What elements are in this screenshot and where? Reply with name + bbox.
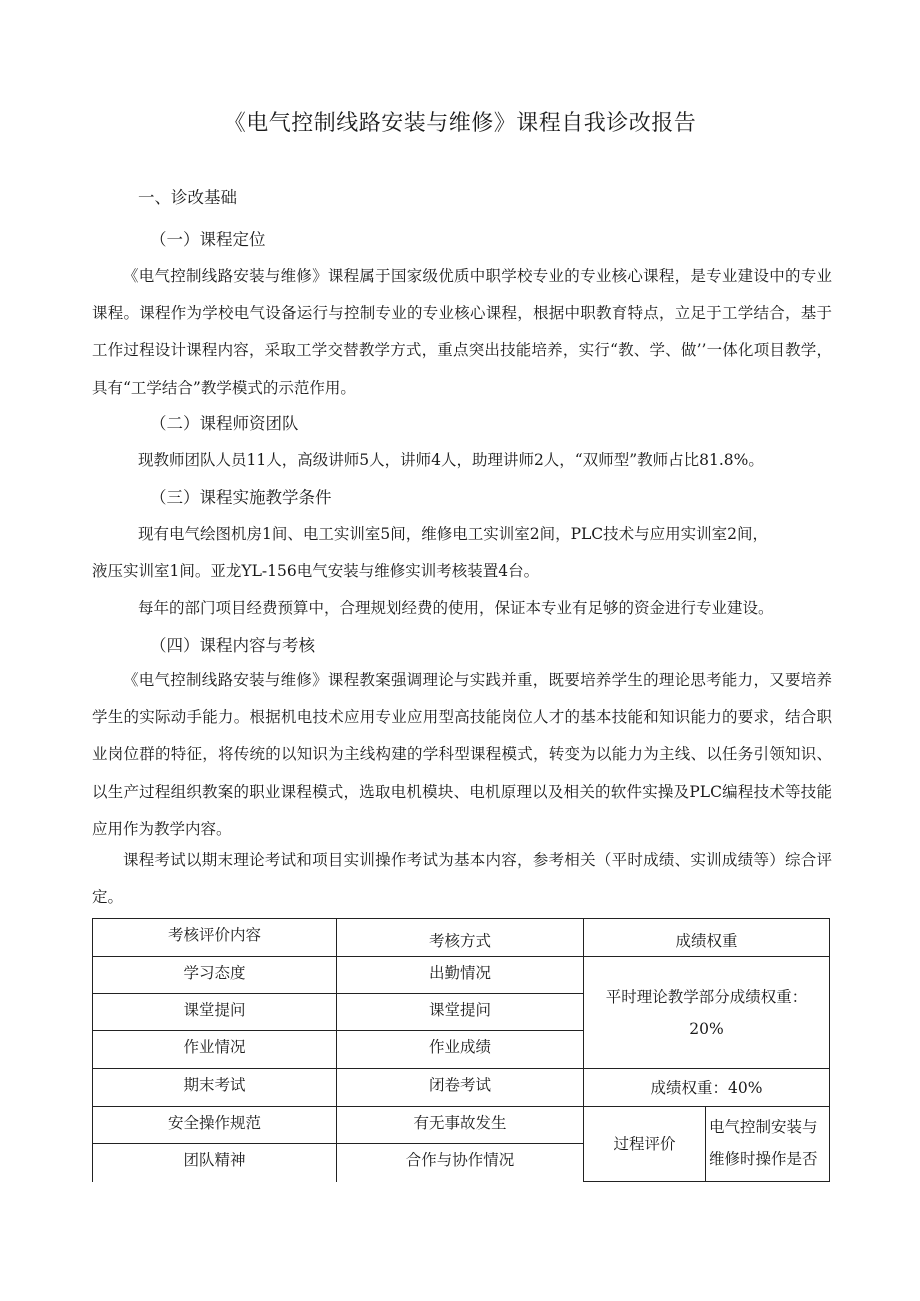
cell-method: 有无事故发生: [337, 1107, 584, 1144]
cell-content: 作业情况: [93, 1031, 337, 1069]
paragraph-exam-overview: 课程考试以期末理论考试和项目实训操作考试为基本内容，参考相关（平时成绩、实训成绩等）综合评定。: [92, 851, 832, 907]
paragraph-conditions-line-1: 现有电气绘图机房1间、电工实训室5间，维修电工实训室2间，PLC技术与应用实训室2间，: [138, 525, 769, 543]
section-heading-basis: 一、诊改基础: [138, 188, 237, 207]
cell-content: 课堂提问: [93, 994, 337, 1031]
table-row: [93, 1107, 830, 1144]
subheading-content-assessment: （四）课程内容与考核: [150, 636, 315, 655]
cell-method: 课堂提问: [337, 994, 584, 1031]
cell-content: 学习态度: [93, 957, 337, 994]
cell-content: 团队精神: [93, 1144, 337, 1182]
cell-process-label: 过程评价: [584, 1107, 706, 1182]
cell-method: 作业成绩: [337, 1031, 584, 1069]
subheading-teaching-team: （二）课程师资团队: [150, 414, 299, 433]
assessment-table: [92, 918, 830, 1182]
header-method: 考核方式: [337, 919, 584, 957]
paragraph-funding: 每年的部门项目经费预算中，合理规划经费的使用，保证本专业有足够的资金进行专业建设。: [138, 599, 774, 617]
paragraph-course-content: 《电气控制线路安装与维修》课程教案强调理论与实践并重，既要培养学生的理论思考能力，又要培养学生的实际动手能力。根据机电技术应用专业应用型高技能岗位人才的基本技能和知识能力的要求，结合职业岗位群的特征，将传统的以知识为主线构建的学科型课程模式，转变为以能力为主线、以任务引领知识、以生产过程组织教案的职业课程模式，选取电机模块、电机原理以及相关的软件实操及PLC编程技术等技能应用作为教学内容。: [92, 671, 832, 838]
table-header-row: [93, 919, 830, 957]
paragraph-course-positioning: 《电气控制线路安装与维修》课程属于国家级优质中职学校专业的专业核心课程，是专业建设中的专业课程。课程作为学校电气设备运行与控制专业的专业核心课程，根据中职教育特点，立足于工学结合，基于工作过程设计课程内容，采取工学交替教学方式，重点突出技能培养，实行“教、学、做’’一体化项目教学，具有“工学结合”教学模式的示范作用。: [92, 267, 832, 397]
cell-content: 期末考试: [93, 1069, 337, 1107]
table-row: [93, 957, 830, 994]
cell-process-description: 电气控制安装与维修时操作是否: [706, 1107, 830, 1182]
report-title: 《电气控制线路安装与维修》课程自我诊改报告: [223, 111, 697, 136]
subheading-course-positioning: （一）课程定位: [150, 230, 266, 249]
cell-regular-weight: 平时理论教学部分成绩权重：20%: [584, 957, 830, 1069]
cell-content: 安全操作规范: [93, 1107, 337, 1144]
subheading-teaching-conditions: （三）课程实施教学条件: [150, 488, 332, 507]
cell-method: 出勤情况: [337, 957, 584, 994]
table-row: [93, 1069, 830, 1107]
header-content: 考核评价内容: [93, 919, 337, 957]
header-weight: 成绩权重: [584, 919, 830, 957]
paragraph-conditions-line-2: 液压实训室1间。亚龙YL-156电气安装与维修实训考核装置4台。: [92, 562, 540, 580]
paragraph-teaching-team: 现教师团队人员11人，高级讲师5人，讲师4人，助理讲师2人，“双师型”教师占比81.8%。: [138, 451, 764, 469]
cell-final-weight: 成绩权重：40%: [584, 1069, 830, 1107]
cell-method: 闭卷考试: [337, 1069, 584, 1107]
cell-method: 合作与协作情况: [337, 1144, 584, 1182]
